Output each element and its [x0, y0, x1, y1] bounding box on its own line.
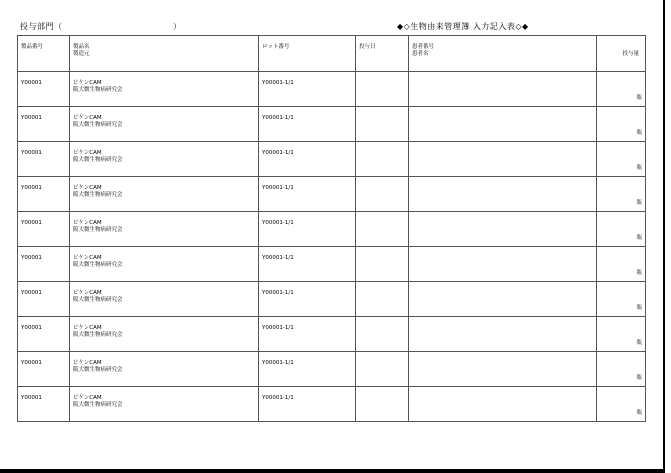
column-header-patient — [409, 36, 597, 72]
column-header-product-name-label: 製品名 — [73, 44, 90, 50]
lot-number-cell — [259, 247, 356, 282]
patient-cell[interactable] — [409, 72, 597, 107]
column-header-dose — [597, 36, 646, 72]
product-name-cell — [70, 387, 259, 422]
column-header-patient-number-label: 患者番号 — [412, 44, 435, 50]
table-row — [18, 387, 646, 422]
administration-date-cell[interactable] — [356, 212, 409, 247]
column-header-dose-label: 投与量 — [622, 51, 639, 57]
dose-cell[interactable] — [597, 352, 646, 387]
column-header-manufacturer-label: 製造元 — [73, 50, 90, 57]
lot-number-cell — [259, 212, 356, 247]
administration-date-cell[interactable] — [356, 107, 409, 142]
lot-number-text: Y00001-1/1 — [262, 325, 294, 331]
patient-cell[interactable] — [409, 352, 597, 387]
product-code-cell — [18, 352, 70, 387]
column-header-product-name — [70, 36, 259, 72]
dose-cell[interactable] — [597, 212, 646, 247]
dose-unit-text: 瓶 — [636, 340, 642, 347]
lot-number-cell — [259, 387, 356, 422]
dose-cell[interactable] — [597, 282, 646, 317]
dose-unit-text: 瓶 — [636, 95, 642, 102]
dose-unit-text: 瓶 — [636, 235, 642, 242]
dose-cell[interactable] — [597, 142, 646, 177]
dose-unit-text: 瓶 — [636, 305, 642, 312]
table-row — [18, 177, 646, 212]
dose-cell[interactable] — [597, 317, 646, 352]
biological-products-register-table — [17, 35, 646, 422]
column-header-product-code-label: 製品番号 — [21, 44, 44, 50]
manufacturer-text: 阪大微生物病研究会 — [73, 86, 123, 93]
column-header-lot-number — [259, 36, 356, 72]
product-name-text: ビケンCAM — [73, 325, 102, 331]
product-name-text: ビケンCAM — [73, 150, 102, 156]
lot-number-cell — [259, 107, 356, 142]
lot-number-text: Y00001-1/1 — [262, 360, 294, 366]
patient-cell[interactable] — [409, 247, 597, 282]
product-name-cell — [70, 282, 259, 317]
dose-cell[interactable] — [597, 72, 646, 107]
product-name-cell — [70, 352, 259, 387]
lot-number-text: Y00001-1/1 — [262, 115, 294, 121]
product-code-text: Y00001 — [21, 325, 42, 331]
department-label: 投与部門（ ） — [20, 22, 182, 31]
dose-unit-text: 瓶 — [636, 410, 642, 417]
product-name-cell — [70, 177, 259, 212]
product-code-text: Y00001 — [21, 150, 42, 156]
lot-number-cell — [259, 142, 356, 177]
dose-unit-text: 瓶 — [636, 270, 642, 277]
product-name-cell — [70, 107, 259, 142]
product-code-cell — [18, 177, 70, 212]
administration-date-cell[interactable] — [356, 177, 409, 212]
table-row — [18, 107, 646, 142]
product-name-cell — [70, 247, 259, 282]
table-row — [18, 72, 646, 107]
manufacturer-text: 阪大微生物病研究会 — [73, 331, 123, 338]
product-name-text: ビケンCAM — [73, 255, 102, 261]
product-code-cell — [18, 107, 70, 142]
product-code-cell — [18, 387, 70, 422]
product-code-cell — [18, 247, 70, 282]
manufacturer-text: 阪大微生物病研究会 — [73, 401, 123, 408]
dose-cell[interactable] — [597, 177, 646, 212]
administration-date-cell[interactable] — [356, 352, 409, 387]
column-header-lot-number-label: ロット番号 — [262, 44, 290, 50]
product-name-cell — [70, 142, 259, 177]
lot-number-cell — [259, 72, 356, 107]
lot-number-text: Y00001-1/1 — [262, 395, 294, 401]
patient-cell[interactable] — [409, 317, 597, 352]
manufacturer-text: 阪大微生物病研究会 — [73, 261, 123, 268]
dose-unit-text: 瓶 — [636, 200, 642, 207]
column-header-administration-date — [356, 36, 409, 72]
column-header-product-code — [18, 36, 70, 72]
product-name-text: ビケンCAM — [73, 115, 102, 121]
administration-date-cell[interactable] — [356, 247, 409, 282]
product-code-text: Y00001 — [21, 220, 42, 226]
patient-cell[interactable] — [409, 387, 597, 422]
patient-cell[interactable] — [409, 177, 597, 212]
lot-number-text: Y00001-1/1 — [262, 255, 294, 261]
product-name-text: ビケンCAM — [73, 395, 102, 401]
lot-number-cell — [259, 177, 356, 212]
product-code-text: Y00001 — [21, 115, 42, 121]
dose-unit-text: 瓶 — [636, 130, 642, 137]
dose-unit-text: 瓶 — [636, 375, 642, 382]
product-code-cell — [18, 212, 70, 247]
table-row — [18, 212, 646, 247]
dose-cell[interactable] — [597, 247, 646, 282]
table-header-row — [18, 36, 646, 72]
patient-cell[interactable] — [409, 212, 597, 247]
product-name-cell — [70, 72, 259, 107]
manufacturer-text: 阪大微生物病研究会 — [73, 191, 123, 198]
product-name-cell — [70, 212, 259, 247]
product-code-cell — [18, 142, 70, 177]
column-header-patient-name-label: 患者名 — [412, 50, 429, 57]
product-code-text: Y00001 — [21, 290, 42, 296]
administration-date-cell[interactable] — [356, 387, 409, 422]
lot-number-cell — [259, 352, 356, 387]
manufacturer-text: 阪大微生物病研究会 — [73, 156, 123, 163]
dose-unit-text: 瓶 — [636, 165, 642, 172]
lot-number-text: Y00001-1/1 — [262, 185, 294, 191]
patient-cell[interactable] — [409, 282, 597, 317]
product-name-text: ビケンCAM — [73, 360, 102, 366]
product-name-cell — [70, 317, 259, 352]
patient-cell[interactable] — [409, 107, 597, 142]
product-code-text: Y00001 — [21, 395, 42, 401]
product-code-text: Y00001 — [21, 360, 42, 366]
administration-date-cell[interactable] — [356, 282, 409, 317]
product-code-cell — [18, 317, 70, 352]
manufacturer-text: 阪大微生物病研究会 — [73, 226, 123, 233]
administration-date-cell[interactable] — [356, 72, 409, 107]
product-name-text: ビケンCAM — [73, 80, 102, 86]
lot-number-text: Y00001-1/1 — [262, 220, 294, 226]
table-row — [18, 282, 646, 317]
form-title: ◆◇生物由来管理簿 入力記入表◇◆ — [397, 22, 529, 31]
administration-date-cell[interactable] — [356, 317, 409, 352]
column-header-administration-date-label: 投与日 — [359, 44, 376, 50]
dose-cell[interactable] — [597, 107, 646, 142]
product-name-text: ビケンCAM — [73, 185, 102, 191]
table-row — [18, 352, 646, 387]
product-name-text: ビケンCAM — [73, 220, 102, 226]
product-code-cell — [18, 72, 70, 107]
table-row — [18, 317, 646, 352]
product-code-text: Y00001 — [21, 80, 42, 86]
manufacturer-text: 阪大微生物病研究会 — [73, 366, 123, 373]
product-name-text: ビケンCAM — [73, 290, 102, 296]
product-code-text: Y00001 — [21, 255, 42, 261]
lot-number-text: Y00001-1/1 — [262, 80, 294, 86]
lot-number-text: Y00001-1/1 — [262, 290, 294, 296]
product-code-text: Y00001 — [21, 185, 42, 191]
lot-number-text: Y00001-1/1 — [262, 150, 294, 156]
table-row — [18, 142, 646, 177]
table-row — [18, 247, 646, 282]
administration-date-cell[interactable] — [356, 142, 409, 177]
table-body — [18, 72, 646, 422]
lot-number-cell — [259, 282, 356, 317]
manufacturer-text: 阪大微生物病研究会 — [73, 296, 123, 303]
manufacturer-text: 阪大微生物病研究会 — [73, 121, 123, 128]
lot-number-cell — [259, 317, 356, 352]
product-code-cell — [18, 282, 70, 317]
patient-cell[interactable] — [409, 142, 597, 177]
dose-cell[interactable] — [597, 387, 646, 422]
